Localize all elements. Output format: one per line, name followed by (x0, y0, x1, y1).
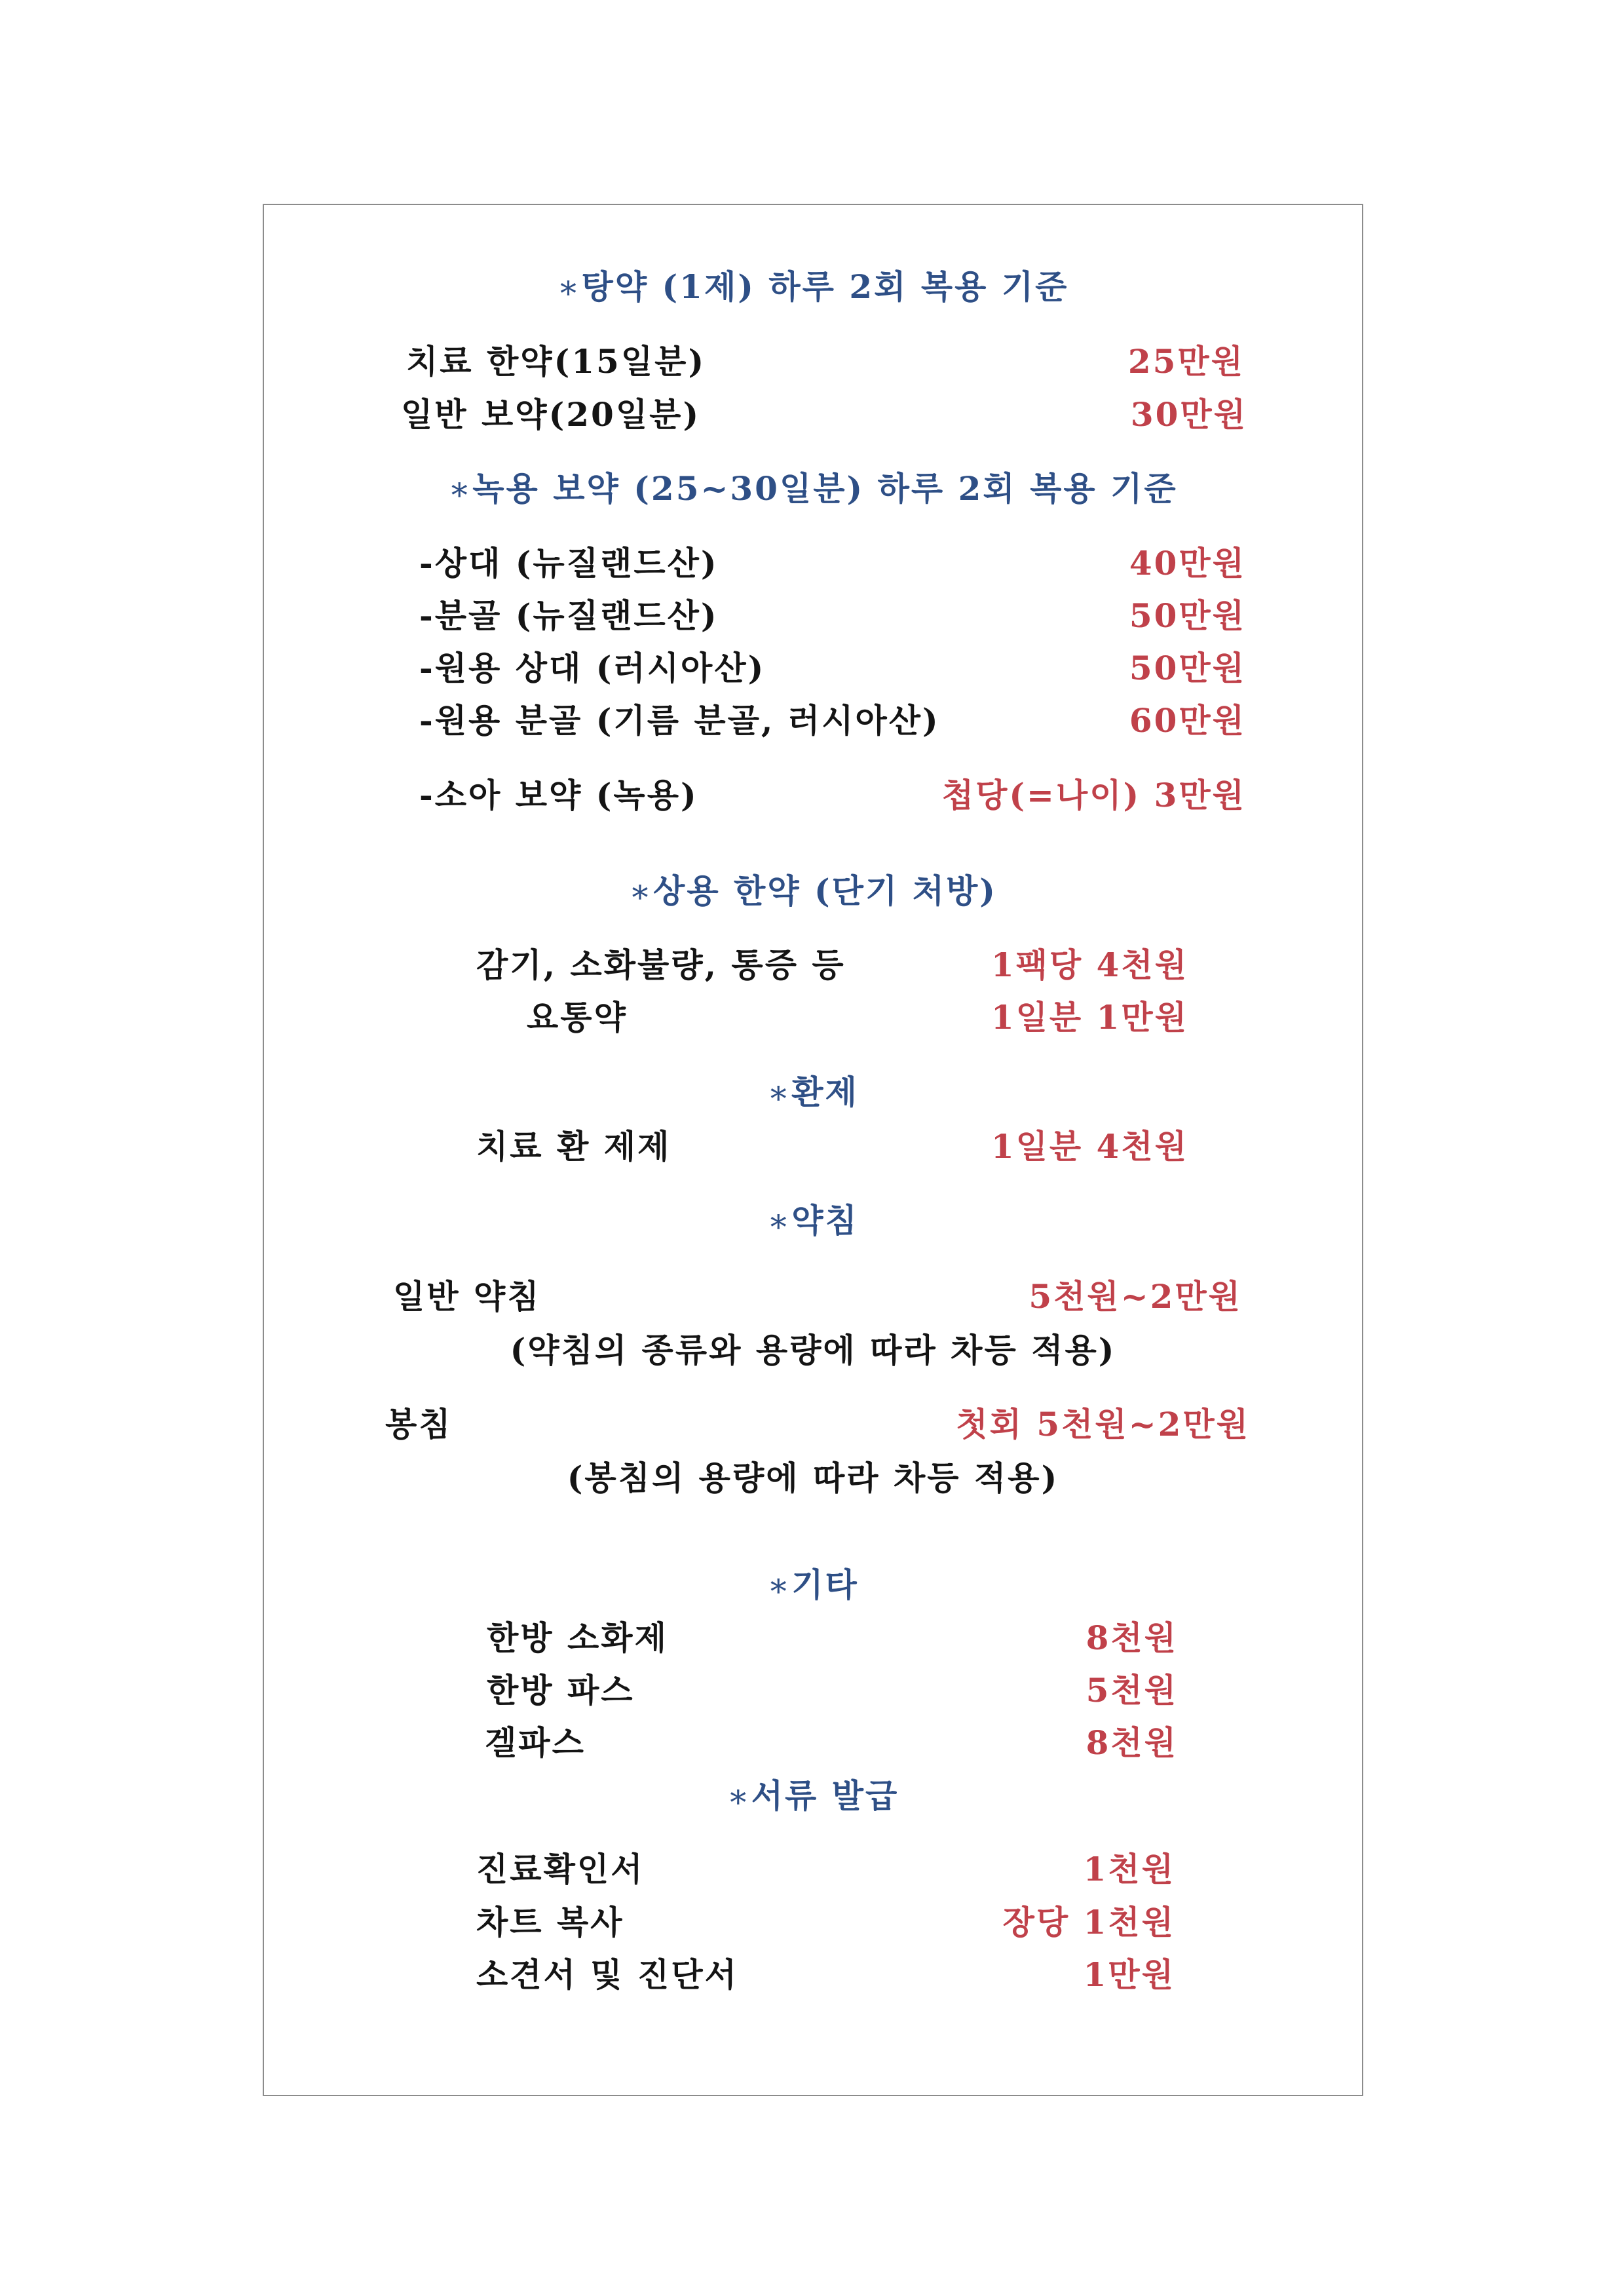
item-price: 5천원 (1086, 1671, 1178, 1710)
item-name: 일반 약침 (393, 1277, 541, 1316)
asterisk-icon: ∗ (629, 872, 654, 910)
item-price: 50만원 (1129, 596, 1246, 635)
item-price: 8천원 (1086, 1723, 1178, 1762)
item-price: 1일분 1만원 (991, 998, 1188, 1037)
item-price: 첫회 5천원~2만원 (956, 1405, 1250, 1444)
item-name: 일반 보약(20일분) (401, 395, 701, 434)
asterisk-icon: ∗ (557, 268, 582, 306)
item-price: 50만원 (1129, 649, 1246, 687)
item-price: 25만원 (1127, 342, 1245, 381)
item-price: 첩당(=나이) 3만원 (941, 776, 1246, 814)
item-name: 감기, 소화불량, 통증 등 (476, 946, 846, 984)
item-name: -상대 (뉴질랜드산) (419, 544, 719, 583)
section-heading-pills: ∗환제 (767, 1073, 859, 1111)
item-price: 40만원 (1129, 544, 1246, 583)
item-name: 치료 환 제제 (476, 1127, 671, 1166)
section-heading-etc: ∗기타 (767, 1565, 859, 1604)
section-heading-acupuncture: ∗약침 (767, 1201, 859, 1240)
item-name: -분골 (뉴질랜드산) (419, 596, 719, 635)
item-name: -원용 상대 (러시아산) (419, 649, 766, 687)
item-note: (약침의 종류와 용량에 따라 차등 적용) (510, 1331, 1116, 1369)
item-name: 소견서 및 진단서 (476, 1955, 738, 1994)
item-name: 치료 한약(15일분) (406, 342, 706, 381)
item-note: (봉침의 용량에 따라 차등 적용) (567, 1459, 1059, 1497)
item-name: 진료확인서 (476, 1850, 645, 1888)
item-price: 5천원~2만원 (1029, 1277, 1242, 1316)
item-price: 60만원 (1129, 701, 1246, 740)
asterisk-icon: ∗ (767, 1202, 792, 1240)
section-heading-common: ∗상용 한약 (단기 처방) (629, 871, 997, 910)
item-name: 봉침 (385, 1405, 453, 1444)
item-name: 요통약 (527, 998, 628, 1037)
section-heading-decoction: ∗탕약 (1제) 하루 2회 복용 기준 (557, 267, 1069, 306)
item-price: 1일분 4천원 (991, 1127, 1188, 1166)
item-name: -원용 분골 (기름 분골, 러시아산) (419, 701, 940, 740)
item-name: 겔파스 (485, 1723, 586, 1762)
item-price: 1천원 (1083, 1850, 1175, 1888)
item-price: 30만원 (1130, 395, 1247, 434)
asterisk-icon: ∗ (767, 1566, 792, 1604)
item-price: 8천원 (1086, 1618, 1178, 1657)
asterisk-icon: ∗ (767, 1073, 792, 1111)
item-price: 1팩당 4천원 (991, 946, 1188, 984)
item-price: 장당 1천원 (1002, 1903, 1175, 1942)
item-name: -소아 보약 (녹용) (419, 776, 698, 814)
section-heading-documents: ∗서류 발급 (727, 1776, 899, 1815)
item-name: 차트 복사 (476, 1903, 624, 1942)
asterisk-icon: ∗ (727, 1777, 751, 1815)
item-price: 1만원 (1083, 1955, 1175, 1994)
item-name: 한방 파스 (487, 1671, 635, 1710)
asterisk-icon: ∗ (448, 470, 473, 508)
item-name: 한방 소화제 (487, 1618, 668, 1657)
section-heading-antler: ∗녹용 보약 (25~30일분) 하루 2회 복용 기준 (448, 469, 1178, 508)
